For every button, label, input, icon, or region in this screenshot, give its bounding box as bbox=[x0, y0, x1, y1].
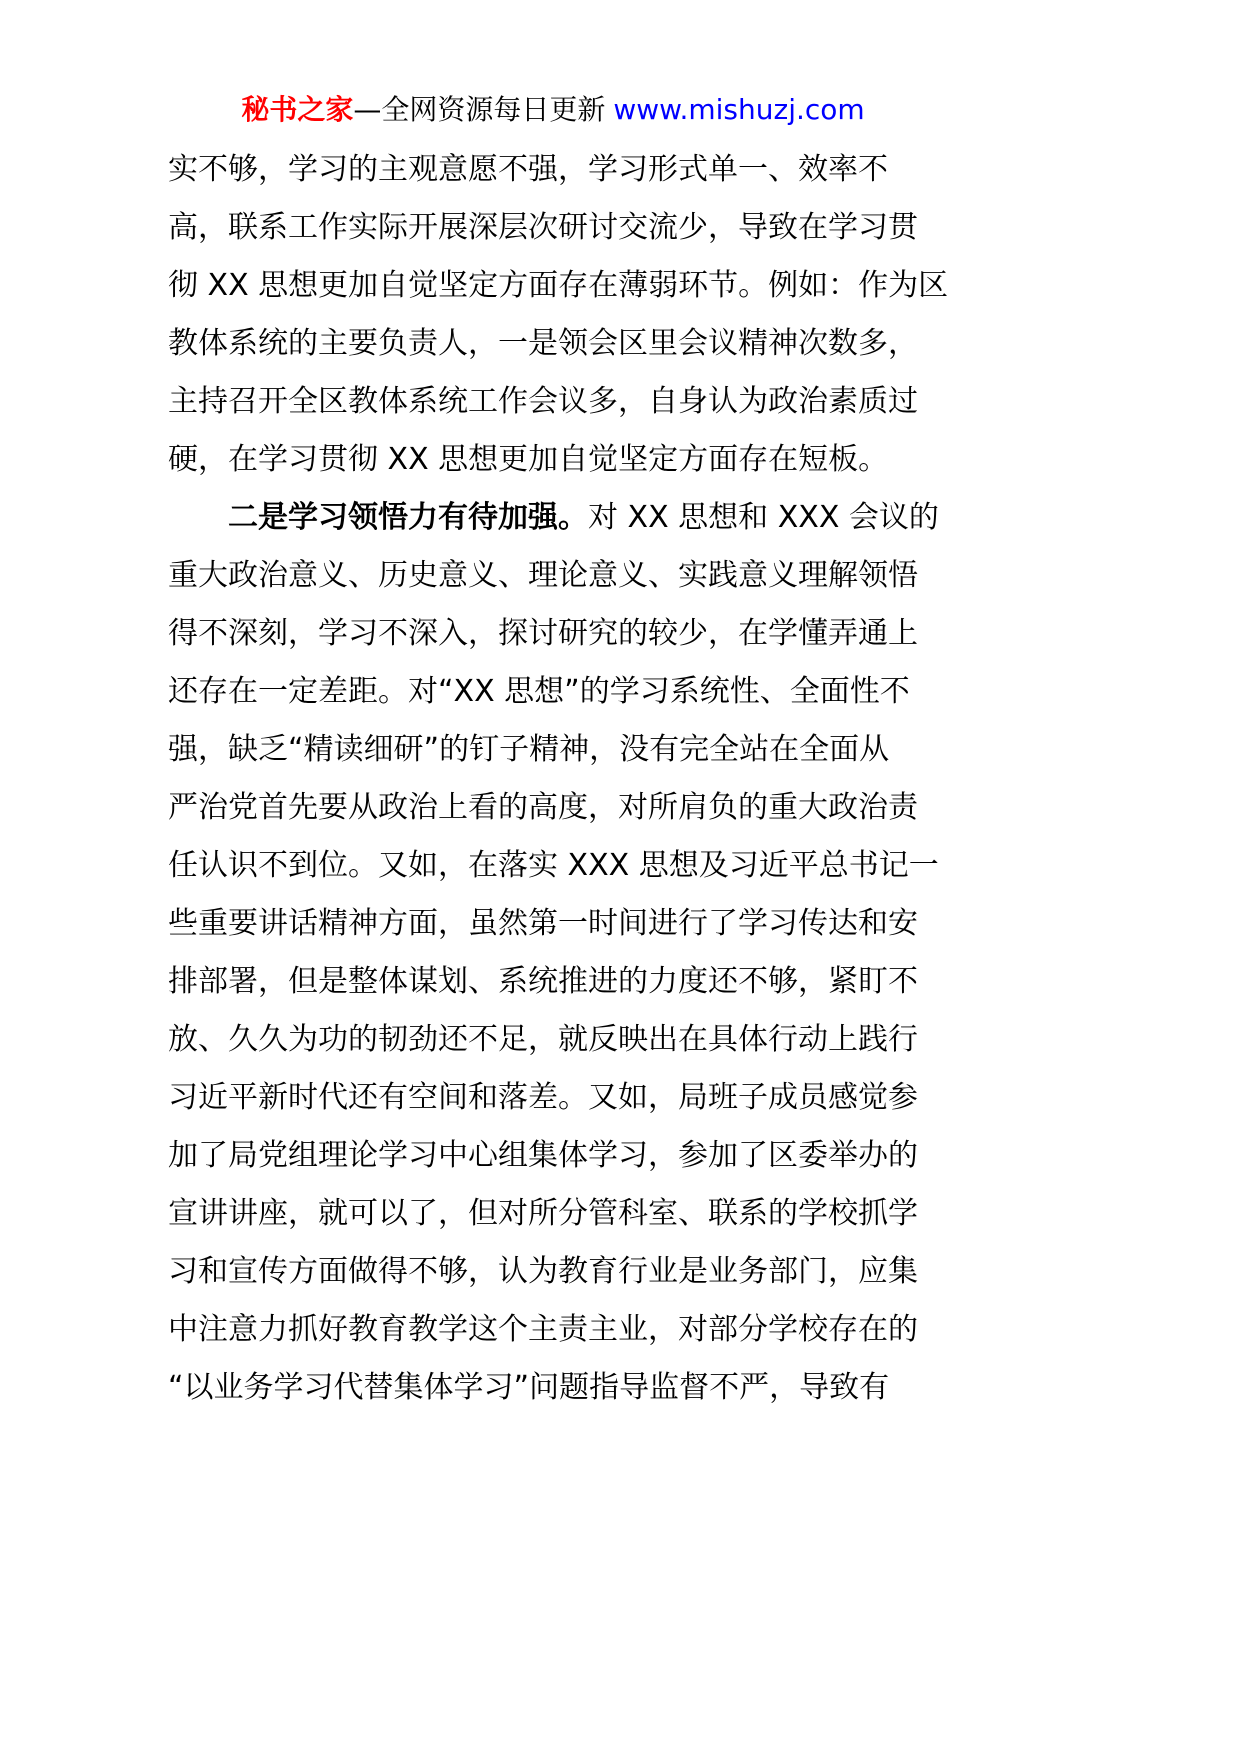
text-line: 彻 XX 思想更加自觉坚定方面存在薄弱环节。例如：作为区 bbox=[168, 268, 949, 303]
text-line: 任认识不到位。又如，在落实 XXX 思想及习近平总书记一 bbox=[168, 848, 939, 883]
text-line: 高，联系工作实际开展深层次研讨交流少，导致在学习贯 bbox=[168, 210, 918, 245]
document-body bbox=[168, 141, 948, 1417]
paragraph-1 bbox=[168, 141, 948, 489]
text-line: 硬，在学习贯彻 XX 思想更加自觉坚定方面存在短板。 bbox=[168, 442, 889, 477]
header-tagline: —全网资源每日更新 bbox=[353, 93, 606, 126]
text-line: 还存在一定差距。对“XX 思想”的学习系统性、全面性不 bbox=[168, 674, 910, 709]
website-url[interactable]: www.mishuzj.com bbox=[613, 93, 865, 126]
text-line: 教体系统的主要负责人，一是领会区里会议精神次数多， bbox=[168, 326, 918, 361]
text-line: 放、久久为功的韧劲还不足，就反映出在具体行动上践行 bbox=[168, 1022, 918, 1057]
brand-name: 秘书之家 bbox=[241, 93, 354, 126]
text-line: 加了局党组理论学习中心组集体学习，参加了区委举办的 bbox=[168, 1138, 918, 1173]
text-line: 强，缺乏“精读细研”的钉子精神，没有完全站在全面从 bbox=[168, 732, 890, 767]
paragraph-heading: 二是学习领悟力有待加强。 bbox=[228, 500, 588, 535]
text-line: 严治党首先要从政治上看的高度，对所肩负的重大政治责 bbox=[168, 790, 918, 825]
text-line: 些重要讲话精神方面，虽然第一时间进行了学习传达和安 bbox=[168, 906, 918, 941]
text-line: 排部署，但是整体谋划、系统推进的力度还不够，紧盯不 bbox=[168, 964, 918, 999]
text-line: 中注意力抓好教育教学这个主责主业，对部分学校存在的 bbox=[168, 1312, 918, 1347]
text-line: 实不够，学习的主观意愿不强，学习形式单一、效率不 bbox=[168, 152, 888, 187]
text-line: 得不深刻，学习不深入，探讨研究的较少，在学懂弄通上 bbox=[168, 616, 918, 651]
text-line: 宣讲讲座，就可以了，但对所分管科室、联系的学校抓学 bbox=[168, 1196, 918, 1231]
page-header bbox=[168, 92, 938, 128]
text-line: 主持召开全区教体系统工作会议多，自身认为政治素质过 bbox=[168, 384, 918, 419]
text-line: “以业务学习代替集体学习”问题指导监督不严，导致有 bbox=[168, 1370, 890, 1405]
text-line: 习和宣传方面做得不够，认为教育行业是业务部门，应集 bbox=[168, 1254, 918, 1289]
text-line: 习近平新时代还有空间和落差。又如，局班子成员感觉参 bbox=[168, 1080, 918, 1115]
paragraph-first-line bbox=[168, 489, 948, 547]
text-segment: 对 XX 思想和 XXX 会议的 bbox=[588, 500, 939, 535]
paragraph-2 bbox=[168, 489, 948, 1417]
text-line: 重大政治意义、历史意义、理论意义、实践意义理解领悟 bbox=[168, 558, 918, 593]
